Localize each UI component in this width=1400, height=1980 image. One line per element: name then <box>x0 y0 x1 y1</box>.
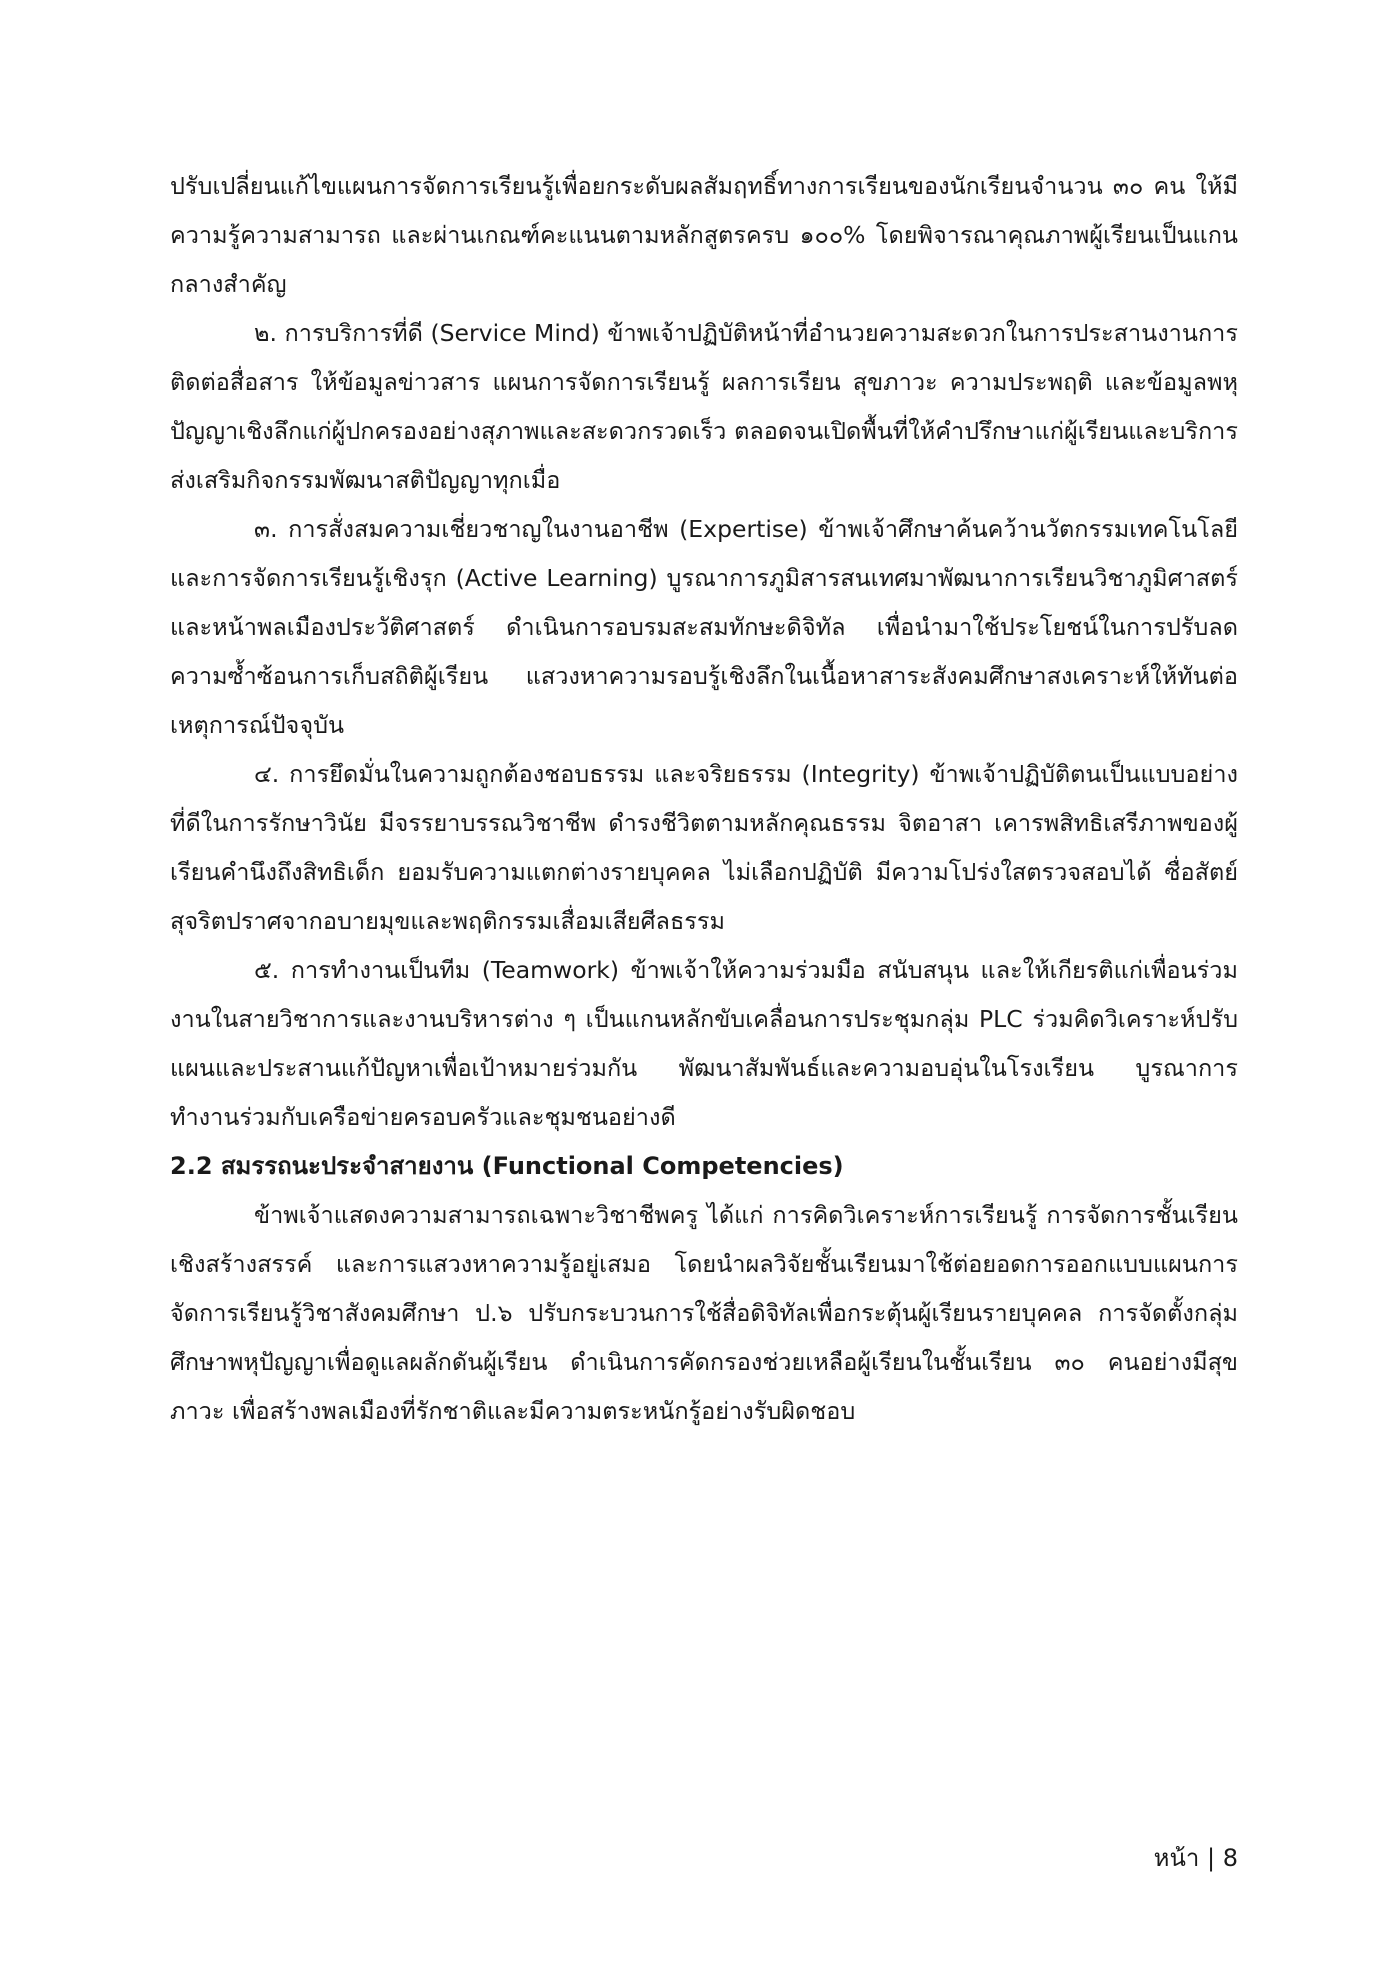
section-body: ข้าพเจ้าแสดงความสามารถเฉพาะวิชาชีพครู ได้แก่ การคิดวิเคราะห์การเรียนรู้ การจัดการชั้นเรียนเชิงสร้างสรรค์ และการแสวงหาความรู้อยู่เสมอ โดยนำผลวิจัยชั้นเรียนมาใช้ต่อยอดการออกแบบแผนการจัดการเรียนรู้วิชาสังคมศึกษา ป.๖ ปรับกระบวนการใช้สื่อดิจิทัลเพื่อกระตุ้นผู้เรียนรายบุคคล การจัดตั้งกลุ่มศึกษาพหุปัญญาเพื่อดูแลผลักดันผู้เรียน ดำเนินการคัดกรองช่วยเหลือผู้เรียนในชั้นเรียน ๓๐ คนอย่างมีสุขภาวะ เพื่อสร้างพลเมืองที่รักชาติและมีความตระหนักรู้อย่างรับผิดชอบ <box>170 1201 1238 1425</box>
page-number: หน้า | 8 <box>1153 1844 1238 1872</box>
section-heading: 2.2 สมรรถนะประจำสายงาน (Functional Competencies) <box>170 1152 844 1180</box>
paragraph-integrity: ๔. การยึดมั่นในความถูกต้องชอบธรรม และจริยธรรม (Integrity) ข้าพเจ้าปฏิบัติตนเป็นแบบอย่างที่ดีในการรักษาวินัย มีจรรยาบรรณวิชาชีพ ดำรงชีวิตตามหลักคุณธรรม จิตอาสา เคารพสิทธิเสรีภาพของผู้เรียนคำนึงถึงสิทธิเด็ก ยอมรับความแตกต่างรายบุคคล ไม่เลือกปฏิบัติ มีความโปร่งใสตรวจสอบได้ ซื่อสัตย์สุจริตปราศจากอบายมุขและพฤติกรรมเสื่อมเสียศีลธรรม <box>170 760 1238 935</box>
document-page <box>170 162 1238 1436</box>
paragraph-teamwork: ๕. การทำงานเป็นทีม (Teamwork) ข้าพเจ้าให้ความร่วมมือ สนับสนุน และให้เกียรติแก่เพื่อนร่วมงานในสายวิชาการและงานบริหารต่าง ๆ เป็นแกนหลักขับเคลื่อนการประชุมกลุ่ม PLC ร่วมคิดวิเคราะห์ปรับแผนและประสานแก้ปัญหาเพื่อเป้าหมายร่วมกัน พัฒนาสัมพันธ์และความอบอุ่นในโรงเรียน บูรณาการทำงานร่วมกับเครือข่ายครอบครัวและชุมชนอย่างดี <box>170 956 1238 1131</box>
paragraph-continuation: ปรับเปลี่ยนแก้ไขแผนการจัดการเรียนรู้เพื่อยกระดับผลสัมฤทธิ์ทางการเรียนของนักเรียนจำนวน ๓๐ คน ให้มีความรู้ความสามารถ และผ่านเกณฑ์คะแนนตามหลักสูตรครบ ๑๐๐% โดยพิจารณาคุณภาพผู้เรียนเป็นแกนกลางสำคัญ <box>170 172 1238 298</box>
paragraph-service-mind: ๒. การบริการที่ดี (Service Mind) ข้าพเจ้าปฏิบัติหน้าที่อำนวยความสะดวกในการประสานงานการติดต่อสื่อสาร ให้ข้อมูลข่าวสาร แผนการจัดการเรียนรู้ ผลการเรียน สุขภาวะ ความประพฤติ และข้อมูลพหุปัญญาเชิงลึกแก่ผู้ปกครองอย่างสุภาพและสะดวกรวดเร็ว ตลอดจนเปิดพื้นที่ให้คำปรึกษาแก่ผู้เรียนและบริการส่งเสริมกิจกรรมพัฒนาสติปัญญาทุกเมื่อ <box>170 319 1238 494</box>
paragraph-expertise: ๓. การสั่งสมความเชี่ยวชาญในงานอาชีพ (Expertise) ข้าพเจ้าศึกษาค้นคว้านวัตกรรมเทคโนโลยีและการจัดการเรียนรู้เชิงรุก (Active Learning) บูรณาการภูมิสารสนเทศมาพัฒนาการเรียนวิชาภูมิศาสตร์และหน้าพลเมืองประวัติศาสตร์ ดำเนินการอบรมสะสมทักษะดิจิทัล เพื่อนำมาใช้ประโยชน์ในการปรับลดความซ้ำซ้อนการเก็บสถิติผู้เรียน แสวงหาความรอบรู้เชิงลึกในเนื้อหาสาระสังคมศึกษาสงเคราะห์ให้ทันต่อเหตุการณ์ปัจจุบัน <box>170 515 1238 739</box>
